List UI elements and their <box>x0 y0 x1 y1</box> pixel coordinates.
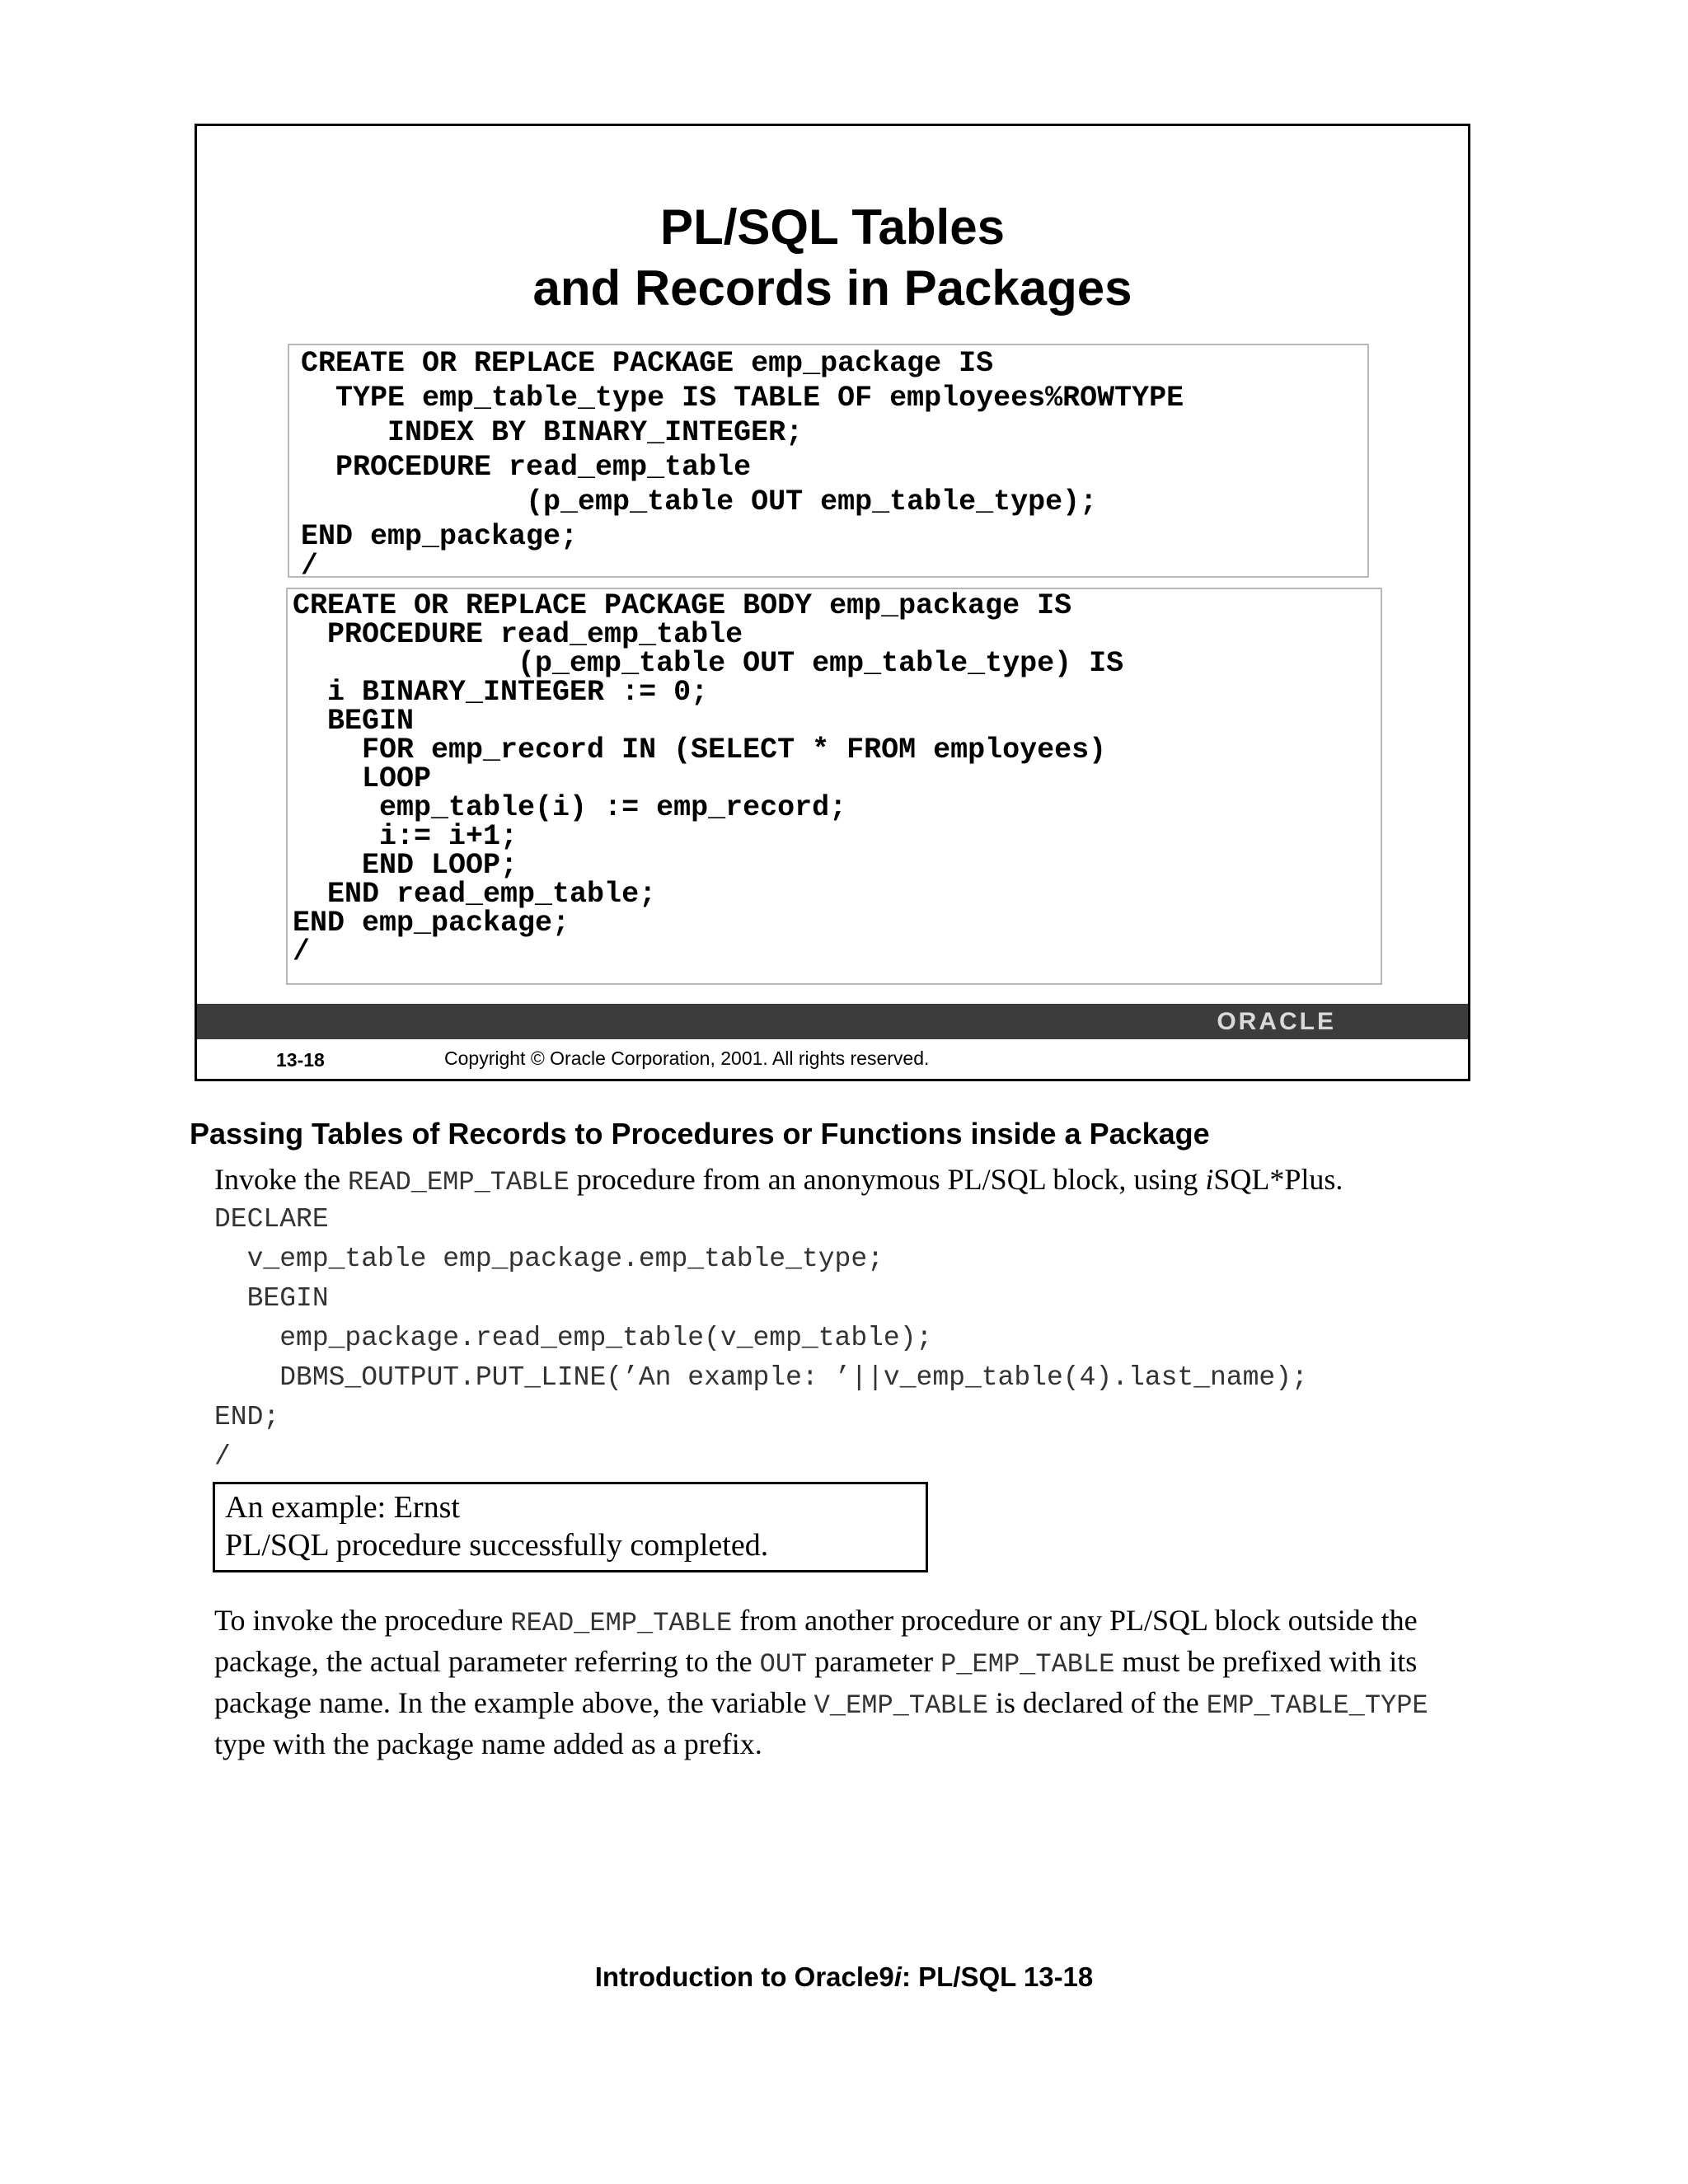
page-footer <box>0 1961 1688 1993</box>
code-line: i:= i+1; <box>293 820 518 853</box>
example-code-line: DECLARE <box>214 1204 329 1235</box>
example-code-line: END; <box>214 1402 280 1432</box>
para-code: EMP_TABLE_TYPE <box>1206 1690 1428 1721</box>
code-line: TYPE emp_table_type IS TABLE OF employees%ROWTYPE <box>301 382 1184 415</box>
intro-text-part: Invoke the <box>214 1163 348 1196</box>
code-line: CREATE OR REPLACE PACKAGE emp_package IS <box>301 347 994 380</box>
paragraph-line <box>214 1724 1500 1764</box>
para-text: package, the actual parameter referring to the <box>214 1645 760 1678</box>
code-line: END LOOP; <box>293 849 518 882</box>
para-code: V_EMP_TABLE <box>814 1690 988 1721</box>
output-box <box>213 1482 928 1572</box>
para-text: To invoke the procedure <box>214 1604 511 1637</box>
slide-copyright: Copyright © Oracle Corporation, 2001. All rights reserved. <box>444 1047 930 1069</box>
para-text: is declared of the <box>987 1686 1207 1719</box>
slide-number: 13-18 <box>276 1049 325 1071</box>
footer-italic: i <box>893 1961 902 1992</box>
para-text: must be prefixed with its <box>1114 1645 1418 1678</box>
footer-text: : PL/SQL 13-18 <box>901 1961 1094 1992</box>
code-line: / <box>301 550 319 583</box>
para-text: type with the package name added as a prefix. <box>214 1727 762 1760</box>
paragraph-line <box>214 1642 1500 1685</box>
para-code: OUT <box>759 1649 808 1680</box>
code-line: (p_emp_table OUT emp_table_type); <box>301 485 1098 518</box>
example-code-line: DBMS_OUTPUT.PUT_LINE(’An example: ’||v_emp_table(4).last_name); <box>214 1362 1308 1393</box>
example-code-line: BEGIN <box>214 1283 329 1314</box>
slide-title <box>197 197 1468 319</box>
code-line: INDEX BY BINARY_INTEGER; <box>301 416 804 449</box>
paragraph-line <box>214 1683 1500 1726</box>
code-line: LOOP <box>293 762 432 795</box>
code-line: PROCEDURE read_emp_table <box>293 618 743 651</box>
intro-italic: i <box>1205 1163 1214 1196</box>
code-line: (p_emp_table OUT emp_table_type) IS <box>293 647 1124 680</box>
intro-code: READ_EMP_TABLE <box>347 1167 570 1197</box>
paragraph-line <box>214 1601 1500 1643</box>
intro-text-part: procedure from an anonymous PL/SQL block, using <box>569 1163 1206 1196</box>
oracle-footer-bar <box>197 1004 1468 1039</box>
output-line: An example: Ernst <box>225 1490 460 1525</box>
code-line: / <box>293 935 311 968</box>
para-text: from another procedure or any PL/SQL block outside the <box>732 1604 1418 1637</box>
code-line: i BINARY_INTEGER := 0; <box>293 676 709 709</box>
oracle-logo: ORACLE <box>1217 1008 1336 1035</box>
para-code: P_EMP_TABLE <box>940 1649 1115 1680</box>
code-line: END emp_package; <box>293 907 570 940</box>
code-line: END read_emp_table; <box>293 878 657 911</box>
code-line: PROCEDURE read_emp_table <box>301 451 752 484</box>
para-text: package name. In the example above, the variable <box>214 1686 814 1719</box>
package-spec-code-box <box>288 344 1369 583</box>
example-code-line: v_emp_table emp_package.emp_table_type; <box>214 1244 884 1274</box>
slide <box>195 124 1470 1081</box>
intro-text <box>214 1160 1343 1202</box>
example-code-line: / <box>214 1441 231 1472</box>
slide-title-line1: PL/SQL Tables <box>660 199 1005 255</box>
code-line: CREATE OR REPLACE PACKAGE BODY emp_package IS <box>293 589 1072 622</box>
code-line: FOR emp_record IN (SELECT * FROM employees) <box>293 733 1107 766</box>
para-code: READ_EMP_TABLE <box>510 1608 733 1638</box>
code-line: END emp_package; <box>301 520 579 553</box>
code-line: emp_table(i) := emp_record; <box>293 791 847 824</box>
para-text: parameter <box>807 1645 941 1678</box>
code-line: BEGIN <box>293 705 415 738</box>
output-line: PL/SQL procedure successfully completed. <box>225 1528 769 1563</box>
package-body-code-box <box>286 588 1382 985</box>
section-heading: Passing Tables of Records to Procedures or Functions inside a Package <box>190 1117 1210 1151</box>
slide-title-line2: and Records in Packages <box>532 260 1132 316</box>
intro-text-part: SQL*Plus. <box>1213 1163 1343 1196</box>
example-code-line: emp_package.read_emp_table(v_emp_table); <box>214 1323 933 1353</box>
footer-text: Introduction to Oracle9 <box>594 1961 894 1992</box>
